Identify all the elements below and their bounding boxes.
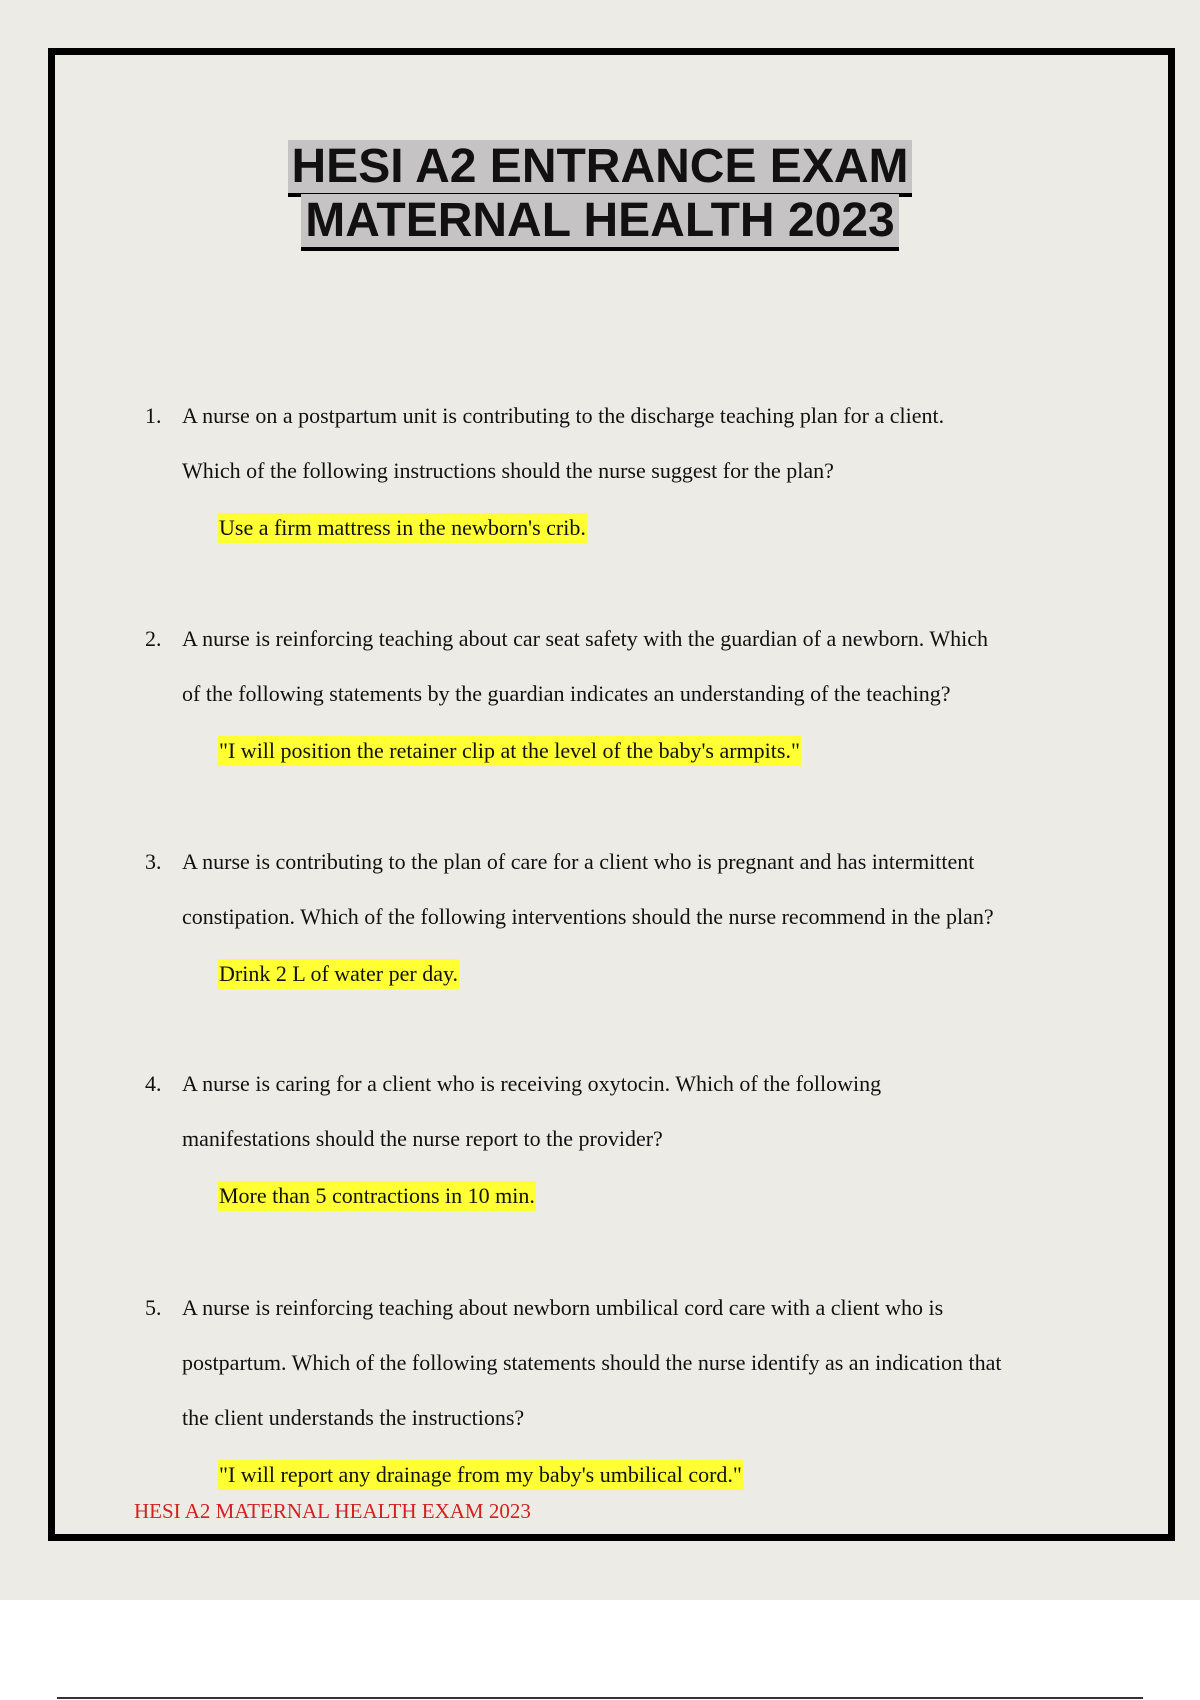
question-line: Which of the following instructions should the nurse suggest for the plan? (182, 458, 834, 483)
question-line: A nurse is contributing to the plan of care for a client who is pregnant and has intermittent (182, 849, 975, 874)
highlighted-answer: "I will position the retainer clip at the level of the baby's armpits." (218, 736, 801, 766)
question-text (182, 611, 1082, 721)
question-number: 4. (145, 1071, 162, 1096)
question-number: 3. (145, 849, 162, 874)
highlighted-answer: Drink 2 L of water per day. (218, 959, 459, 989)
question-line: postpartum. Which of the following statements should the nurse identify as an indication that (182, 1350, 1002, 1375)
question-line: A nurse is reinforcing teaching about newborn umbilical cord care with a client who is (182, 1295, 944, 1320)
question-line: manifestations should the nurse report to the provider? (182, 1126, 663, 1151)
highlighted-answer: "I will report any drainage from my baby's umbilical cord." (218, 1460, 743, 1490)
question-text (182, 388, 1082, 498)
question-number: 2. (145, 626, 162, 651)
question-line: A nurse on a postpartum unit is contributing to the discharge teaching plan for a client. (182, 403, 945, 428)
question-number: 1. (145, 403, 162, 428)
question-number: 5. (145, 1295, 162, 1320)
footer-label: HESI A2 MATERNAL HEALTH EXAM 2023 (134, 1499, 531, 1523)
question-text (182, 1280, 1082, 1445)
page-title (0, 140, 1200, 248)
question-text (182, 1056, 1082, 1166)
question-line: the client understands the instructions? (182, 1405, 525, 1430)
question-line: of the following statements by the guardian indicates an understanding of the teaching? (182, 681, 951, 706)
highlighted-answer: Use a firm mattress in the newborn's crib. (218, 513, 587, 543)
question-text (182, 834, 1082, 944)
bottom-divider (57, 1697, 1143, 1699)
question-line: A nurse is reinforcing teaching about car seat safety with the guardian of a newborn. Which (182, 626, 988, 651)
highlighted-answer: More than 5 contractions in 10 min. (218, 1181, 536, 1211)
question-line: constipation. Which of the following interventions should the nurse recommend in the plan? (182, 904, 994, 929)
title-line-2: MATERNAL HEALTH 2023 (301, 194, 898, 251)
title-line-1: HESI A2 ENTRANCE EXAM (288, 140, 913, 197)
question-line: A nurse is caring for a client who is receiving oxytocin. Which of the following (182, 1071, 882, 1096)
